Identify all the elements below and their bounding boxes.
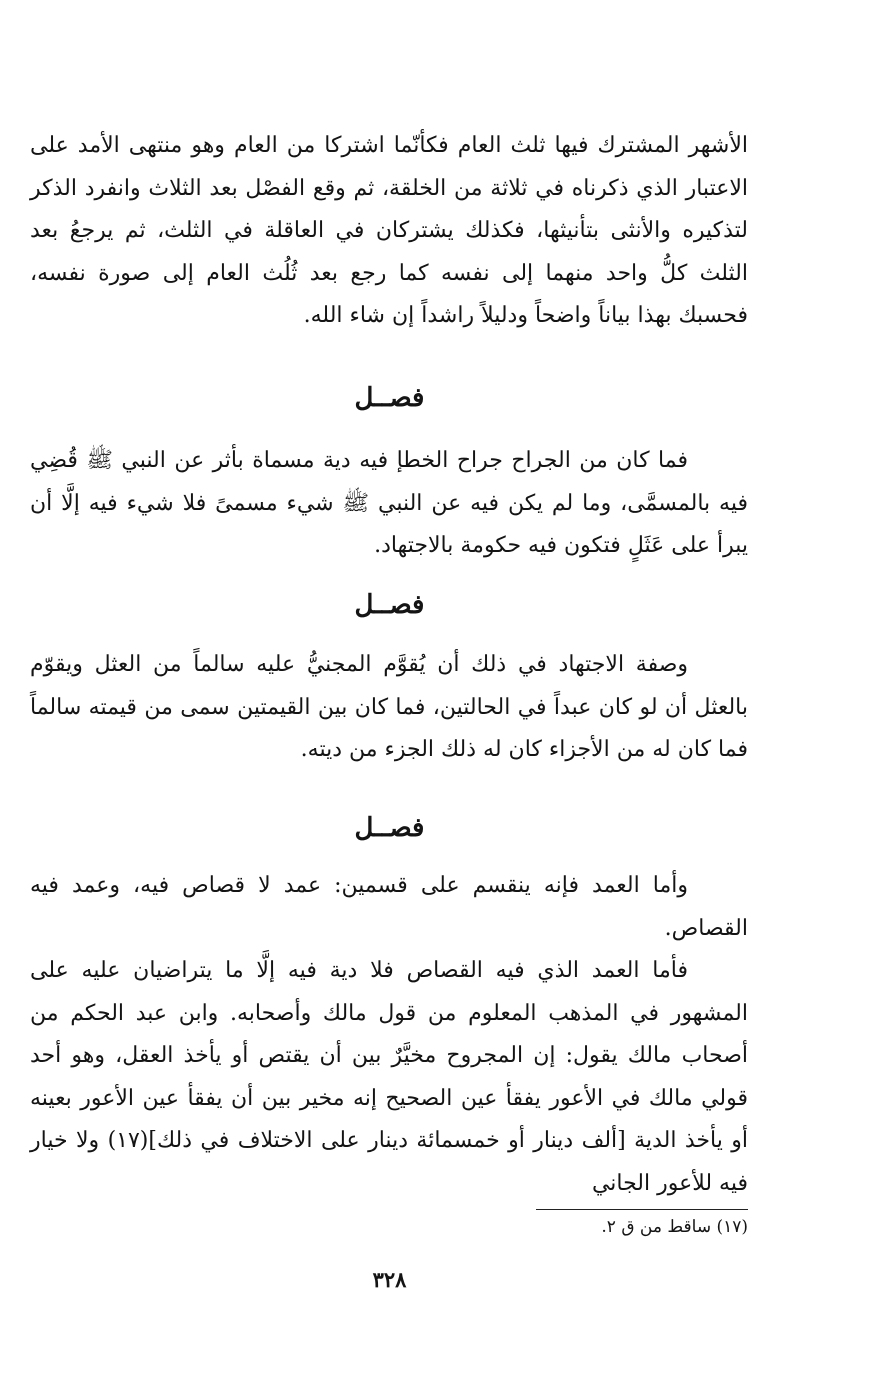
paragraph: وصفة الاجتهاد في ذلك أن يُقوَّم المجنيُّ عليه سالماً من العثل ويقوّم بالعثل أن لو كان عبداً في الحالتين، فما كان بين القيمتين سمى من قيمته سالماً فما كان له من الأجزاء كان له ذلك الجزء من ديته. [30,652,748,762]
section-heading: فصــل [354,590,425,620]
paragraph: فما كان من الجراح جراح الخطإ فيه دية مسماة بأثر عن النبي ﷺ قُضِي فيه بالمسمَّى، وما لم يكن فيه عن النبي ﷺ شيء مسمىً فلا شيء فيه إلَّا أن يبرأ على عَثَلٍ فتكون فيه حكومة بالاجتهاد. [30,448,748,558]
section-heading: فصــل [354,383,425,413]
paragraph: الأشهر المشترك فيها ثلث العام فكأنّما اشتركا من العام وهو منتهى الأمد على الاعتبار الذي ذكرناه في ثلاثة من الخلقة، ثم وقع الفصْل بعد الثلاث وانفرد الذكر لتذكيره والأنثى بتأنيثها، فكذلك يشتركان في العاقلة في الثلث، ثم يرجعُ بعد الثلث كلُّ واحد منهما إلى نفسه كما رجع بعد ثُلُث العام إلى صورة نفسه، فحسبك بهذا بياناً واضحاً ودليلاً راشداً إن شاء الله. [30,133,749,328]
paragraph: وأما العمد فإنه ينقسم على قسمين: عمد لا قصاص فيه، وعمد فيه القصاص. [30,873,748,941]
section-heading: فصــل [354,813,425,843]
page-number: ٣٢٨ [372,1267,407,1292]
paragraph: فأما العمد الذي فيه القصاص فلا دية فيه إلَّا ما يتراضيان عليه على المشهور في المذهب المعلوم من قول مالك وأصحابه. وابن عبد الحكم من أصحاب مالك يقول: إن المجروح مخيَّرٌ بين أن يقتص أو يأخذ العقل، وهو أحد قولي مالك في الأعور يفقأ عين الصحيح إنه مخير بين أن يفقأ عين الأعور بعينه أو يأخذ الدية [ألف دينار أو خمسمائة دينار على الاختلاف في ذلك](١٧) ولا خيار فيه للأعور الجاني [30,958,748,1196]
footnote-separator [536,1209,748,1210]
text-block [30,125,748,338]
text-block [30,440,748,568]
footnote: (١٧) ساقط من ق ٢. [601,1217,748,1237]
text-block [30,644,748,772]
text-block [30,865,748,1205]
